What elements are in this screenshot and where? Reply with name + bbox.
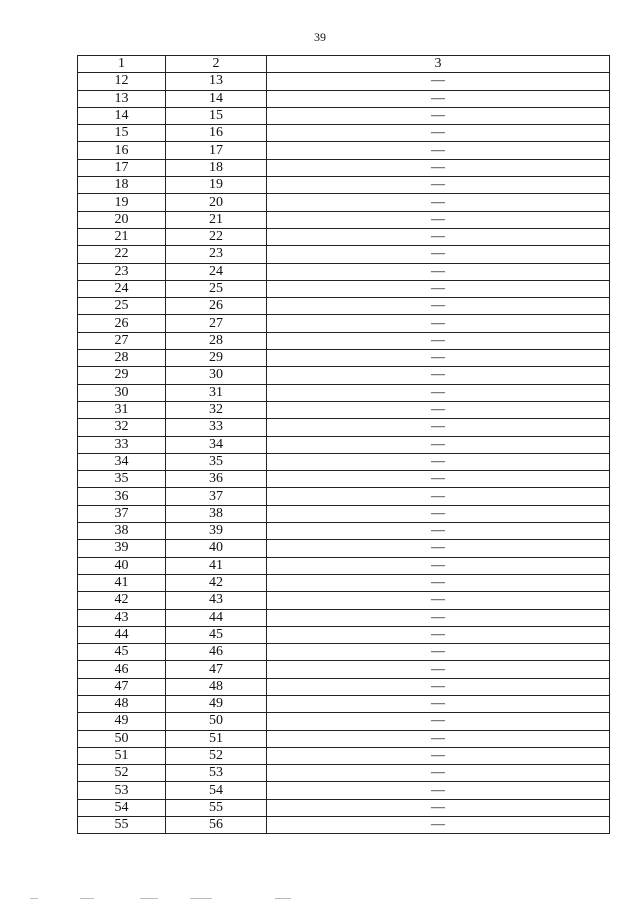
table-cell-col-3: — xyxy=(267,73,610,90)
table-row xyxy=(78,574,610,591)
table-cell-col-3: — xyxy=(267,107,610,124)
table-cell-col-1: 49 xyxy=(78,713,166,730)
table-cell-col-3: — xyxy=(267,177,610,194)
table-row xyxy=(78,453,610,470)
table-cell-col-3: — xyxy=(267,678,610,695)
table-cell-col-2: 15 xyxy=(166,107,267,124)
table-cell-col-2: 29 xyxy=(166,350,267,367)
table-cell-col-3: — xyxy=(267,488,610,505)
table-cell-col-1: 21 xyxy=(78,228,166,245)
table-cell-col-1: 31 xyxy=(78,401,166,418)
table-row xyxy=(78,298,610,315)
table-cell-col-2: 13 xyxy=(166,73,267,90)
table-cell-col-1: 33 xyxy=(78,436,166,453)
table-cell-col-3: — xyxy=(267,817,610,834)
table-cell-col-2: 53 xyxy=(166,765,267,782)
table-row xyxy=(78,471,610,488)
table-row xyxy=(78,107,610,124)
table-cell-col-2: 32 xyxy=(166,401,267,418)
table-cell-col-1: 39 xyxy=(78,540,166,557)
table-cell-col-1: 40 xyxy=(78,557,166,574)
table-row xyxy=(78,678,610,695)
table-cell-col-1: 18 xyxy=(78,177,166,194)
table-cell-col-3: — xyxy=(267,730,610,747)
table-cell-col-3: — xyxy=(267,799,610,816)
table-cell-col-3: — xyxy=(267,194,610,211)
table-cell-col-1: 20 xyxy=(78,211,166,228)
table-cell-col-1: 19 xyxy=(78,194,166,211)
table-cell-col-2: 34 xyxy=(166,436,267,453)
table-cell-col-2: 45 xyxy=(166,626,267,643)
table-cell-col-3: — xyxy=(267,747,610,764)
table-row xyxy=(78,246,610,263)
table-row xyxy=(78,695,610,712)
table-cell-col-2: 24 xyxy=(166,263,267,280)
table-cell-col-2: 18 xyxy=(166,159,267,176)
table-cell-col-3: — xyxy=(267,644,610,661)
table-cell-col-1: 53 xyxy=(78,782,166,799)
table-body xyxy=(78,73,610,834)
table-row xyxy=(78,194,610,211)
scan-artifact-marks xyxy=(30,898,330,902)
table-row xyxy=(78,263,610,280)
table-row xyxy=(78,488,610,505)
table-cell-col-3: — xyxy=(267,765,610,782)
table-row xyxy=(78,142,610,159)
table-row xyxy=(78,211,610,228)
table-cell-col-3: — xyxy=(267,471,610,488)
table-cell-col-1: 23 xyxy=(78,263,166,280)
table-cell-col-3: — xyxy=(267,367,610,384)
table-row xyxy=(78,523,610,540)
table-cell-col-3: — xyxy=(267,453,610,470)
table-cell-col-3: — xyxy=(267,315,610,332)
table-cell-col-1: 54 xyxy=(78,799,166,816)
table-cell-col-3: — xyxy=(267,609,610,626)
table-cell-col-3: — xyxy=(267,782,610,799)
table-cell-col-1: 27 xyxy=(78,332,166,349)
table-row xyxy=(78,177,610,194)
table-cell-col-3: — xyxy=(267,713,610,730)
table-cell-col-3: — xyxy=(267,695,610,712)
table-row xyxy=(78,782,610,799)
table-cell-col-2: 23 xyxy=(166,246,267,263)
table-row xyxy=(78,419,610,436)
table-cell-col-1: 14 xyxy=(78,107,166,124)
table-cell-col-3: — xyxy=(267,523,610,540)
table-cell-col-2: 54 xyxy=(166,782,267,799)
table-row xyxy=(78,159,610,176)
table-cell-col-1: 22 xyxy=(78,246,166,263)
table-cell-col-2: 14 xyxy=(166,90,267,107)
table-cell-col-3: — xyxy=(267,626,610,643)
table-row xyxy=(78,644,610,661)
table-row xyxy=(78,592,610,609)
table-cell-col-2: 38 xyxy=(166,505,267,522)
table-cell-col-3: — xyxy=(267,384,610,401)
table-cell-col-3: — xyxy=(267,263,610,280)
table-row xyxy=(78,367,610,384)
table-cell-col-1: 28 xyxy=(78,350,166,367)
table-cell-col-3: — xyxy=(267,125,610,142)
table-row xyxy=(78,125,610,142)
table-cell-col-3: — xyxy=(267,661,610,678)
table-cell-col-1: 42 xyxy=(78,592,166,609)
table-cell-col-1: 17 xyxy=(78,159,166,176)
table-row xyxy=(78,626,610,643)
table-row xyxy=(78,557,610,574)
table-cell-col-2: 20 xyxy=(166,194,267,211)
table-cell-col-1: 34 xyxy=(78,453,166,470)
table-cell-col-1: 38 xyxy=(78,523,166,540)
table-cell-col-1: 35 xyxy=(78,471,166,488)
table-cell-col-1: 15 xyxy=(78,125,166,142)
table-row xyxy=(78,280,610,297)
table-cell-col-3: — xyxy=(267,246,610,263)
table-row xyxy=(78,228,610,245)
table-cell-col-1: 16 xyxy=(78,142,166,159)
table-cell-col-2: 17 xyxy=(166,142,267,159)
table-row xyxy=(78,747,610,764)
table-cell-col-1: 48 xyxy=(78,695,166,712)
table-row xyxy=(78,332,610,349)
table-cell-col-2: 47 xyxy=(166,661,267,678)
table-cell-col-3: — xyxy=(267,350,610,367)
table-row xyxy=(78,713,610,730)
table-cell-col-1: 12 xyxy=(78,73,166,90)
table-cell-col-2: 21 xyxy=(166,211,267,228)
table-row xyxy=(78,540,610,557)
table-cell-col-1: 47 xyxy=(78,678,166,695)
table-row xyxy=(78,401,610,418)
table-cell-col-3: — xyxy=(267,557,610,574)
table-header-row xyxy=(78,56,610,73)
table-cell-col-1: 37 xyxy=(78,505,166,522)
table-cell-col-2: 46 xyxy=(166,644,267,661)
table-cell-col-3: — xyxy=(267,419,610,436)
table-cell-col-1: 45 xyxy=(78,644,166,661)
table-cell-col-2: 36 xyxy=(166,471,267,488)
table-row xyxy=(78,609,610,626)
table-cell-col-2: 31 xyxy=(166,384,267,401)
table-cell-col-2: 43 xyxy=(166,592,267,609)
table-cell-col-2: 44 xyxy=(166,609,267,626)
table-cell-col-1: 52 xyxy=(78,765,166,782)
table-cell-col-2: 16 xyxy=(166,125,267,142)
table-row xyxy=(78,799,610,816)
table-cell-col-2: 35 xyxy=(166,453,267,470)
table-cell-col-3: — xyxy=(267,592,610,609)
table-cell-col-2: 40 xyxy=(166,540,267,557)
table-cell-col-2: 48 xyxy=(166,678,267,695)
table-cell-col-1: 13 xyxy=(78,90,166,107)
table-row xyxy=(78,384,610,401)
table-row xyxy=(78,315,610,332)
table-cell-col-3: — xyxy=(267,332,610,349)
table-cell-col-3: — xyxy=(267,298,610,315)
table-cell-col-1: 50 xyxy=(78,730,166,747)
table-row xyxy=(78,90,610,107)
table-cell-col-2: 55 xyxy=(166,799,267,816)
table-row xyxy=(78,505,610,522)
table-cell-col-2: 19 xyxy=(166,177,267,194)
table-cell-col-2: 41 xyxy=(166,557,267,574)
table-row xyxy=(78,817,610,834)
table-cell-col-1: 25 xyxy=(78,298,166,315)
table-cell-col-2: 52 xyxy=(166,747,267,764)
data-table xyxy=(77,55,610,834)
table-cell-col-1: 44 xyxy=(78,626,166,643)
table-cell-col-3: — xyxy=(267,211,610,228)
table-row xyxy=(78,73,610,90)
table-cell-col-1: 24 xyxy=(78,280,166,297)
table-cell-col-3: — xyxy=(267,540,610,557)
table-cell-col-2: 27 xyxy=(166,315,267,332)
page-number: 39 xyxy=(314,30,326,44)
column-header-2: 2 xyxy=(166,56,267,73)
table-cell-col-3: — xyxy=(267,436,610,453)
table-cell-col-2: 28 xyxy=(166,332,267,349)
table-cell-col-3: — xyxy=(267,574,610,591)
table-row xyxy=(78,661,610,678)
table-cell-col-2: 30 xyxy=(166,367,267,384)
table-cell-col-3: — xyxy=(267,280,610,297)
table-cell-col-2: 56 xyxy=(166,817,267,834)
table-cell-col-1: 46 xyxy=(78,661,166,678)
table-cell-col-1: 51 xyxy=(78,747,166,764)
column-header-1: 1 xyxy=(78,56,166,73)
table-cell-col-2: 51 xyxy=(166,730,267,747)
table-cell-col-1: 29 xyxy=(78,367,166,384)
table-cell-col-2: 50 xyxy=(166,713,267,730)
table-row xyxy=(78,350,610,367)
table-cell-col-2: 22 xyxy=(166,228,267,245)
table-cell-col-1: 43 xyxy=(78,609,166,626)
table-cell-col-2: 25 xyxy=(166,280,267,297)
table-cell-col-2: 39 xyxy=(166,523,267,540)
table-row xyxy=(78,436,610,453)
table-cell-col-1: 32 xyxy=(78,419,166,436)
table-row xyxy=(78,730,610,747)
table-cell-col-2: 42 xyxy=(166,574,267,591)
table-cell-col-3: — xyxy=(267,228,610,245)
column-header-3: 3 xyxy=(267,56,610,73)
table-cell-col-2: 33 xyxy=(166,419,267,436)
table-cell-col-3: — xyxy=(267,90,610,107)
table-cell-col-2: 26 xyxy=(166,298,267,315)
table-cell-col-3: — xyxy=(267,401,610,418)
table-cell-col-2: 49 xyxy=(166,695,267,712)
table-cell-col-1: 36 xyxy=(78,488,166,505)
table-cell-col-2: 37 xyxy=(166,488,267,505)
table-cell-col-3: — xyxy=(267,159,610,176)
table-cell-col-3: — xyxy=(267,142,610,159)
table-row xyxy=(78,765,610,782)
table-cell-col-3: — xyxy=(267,505,610,522)
table-cell-col-1: 26 xyxy=(78,315,166,332)
table-cell-col-1: 55 xyxy=(78,817,166,834)
table-cell-col-1: 41 xyxy=(78,574,166,591)
table-cell-col-1: 30 xyxy=(78,384,166,401)
